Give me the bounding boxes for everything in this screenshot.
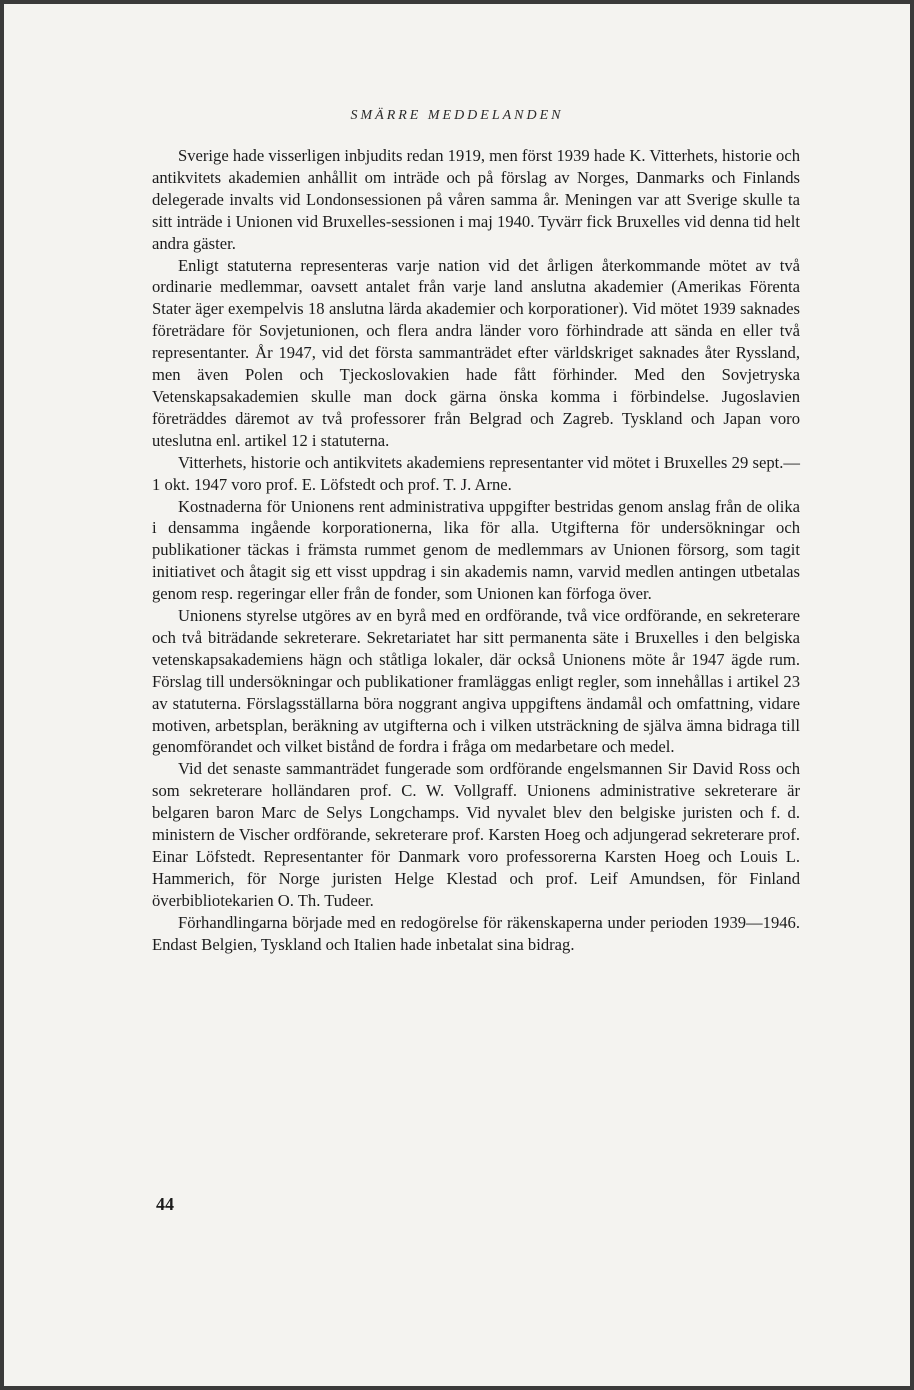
running-head: SMÄRRE MEDDELANDEN (350, 108, 564, 123)
page-number: 44 (156, 1194, 174, 1214)
paragraph-2: Enligt statuterna representeras varje nation vid det årligen återkommande mötet av två ordinarie medlemmar, oavsett antalet från varje land anslutna akademier (Amerikas Förenta Stater äger exempelvis 18 anslutna lärda akademier och korporationer). Vid mötet 1939 saknades företrädare för Sovjetunionen, och flera andra länder voro förhindrade att sända en eller två representanter. År 1947, vid det första sammanträdet efter världskriget saknades åter Ryssland, men även Polen och Tjeckoslovakien hade fått förhinder. Med den Sovjetryska Vetenskapsakademien skulle man dock gärna önska komma i förbindelse. Jugoslavien företräddes däremot av två professorer från Belgrad och Zagreb. Tyskland och Japan voro uteslutna enl. artikel 12 i statuterna. (152, 255, 800, 450)
paragraph-6: Vid det senaste sammanträdet fungerade som ordförande engelsmannen Sir David Ross och som sekreterare holländaren prof. C. W. Vollgraff. Unionens administrative sekreterare är belgaren baron Marc de Selys Longchamps. Vid nyvalet blev den belgiske juristen och f. d. ministern de Vischer ordförande, sekreterare prof. Karsten Hoeg och adjungerad sekreterare prof. Einar Löfstedt. Representanter för Danmark voro professorerna Karsten Hoeg och Louis L. Hammerich, för Norge juristen Helge Klestad och prof. Leif Amundsen, för Finland överbibliotekarien O. Th. Tudeer. (152, 759, 800, 910)
paragraph-5: Unionens styrelse utgöres av en byrå med en ordförande, två vice ordförande, en sekreterare och två biträdande sekreterare. Sekretariatet har sitt permanenta säte i Bruxelles i den belgiska vetenskapsakademiens hägn och ståtliga lokaler, där också Unionens möte år 1947 ägde rum. Förslag till undersökningar och publikationer framläggas enligt regler, som innehållas i artikel 23 av statuterna. Förslagsställarna böra noggrant angiva uppgiftens ändamål och omfattning, vidare motiven, arbetsplan, beräkning av utgifterna och i vilken utsträckning de själva ämna bidraga till genomförandet och vilket bistånd de fordra i fråga om medarbetare och medel. (152, 606, 800, 757)
paragraph-3: Vitterhets, historie och antikvitets akademiens representanter vid mötet i Bruxelles 29 sept.—1 okt. 1947 voro prof. E. Löfstedt och prof. T. J. Arne. (152, 452, 800, 494)
paragraph-4: Kostnaderna för Unionens rent administrativa uppgifter bestridas genom anslag från de olika i densamma ingående korporationerna, lika för alla. Utgifterna för undersökningar och publikationer täckas i främsta rummet genom de medlemmars av Unionen försorg, som tagit initiativet och åtagit sig ett visst uppdrag i sin akademis namn, varvid medlen antingen utbetalas genom resp. regeringar eller från de fonder, som Unionen kan förfoga över. (152, 496, 800, 604)
paragraph-7: Förhandlingarna började med en redogörelse för räkenskaperna under perioden 1939—1946. Endast Belgien, Tyskland och Italien hade inbetalat sina bidrag. (152, 912, 800, 954)
body-text (152, 145, 800, 956)
paragraph-1: Sverige hade visserligen inbjudits redan 1919, men först 1939 hade K. Vitterhets, historie och antikvitets akademien anhållit om inträde och på förslag av Norges, Danmarks och Finlands delegerade invalts vid Londonsessionen på våren samma år. Meningen var att Sverige skulle ta sitt inträde i Unionen vid Bruxelles-sessionen i maj 1940. Tyvärr fick Bruxelles vid denna tid helt andra gäster. (152, 146, 800, 253)
document-page (4, 4, 910, 1386)
